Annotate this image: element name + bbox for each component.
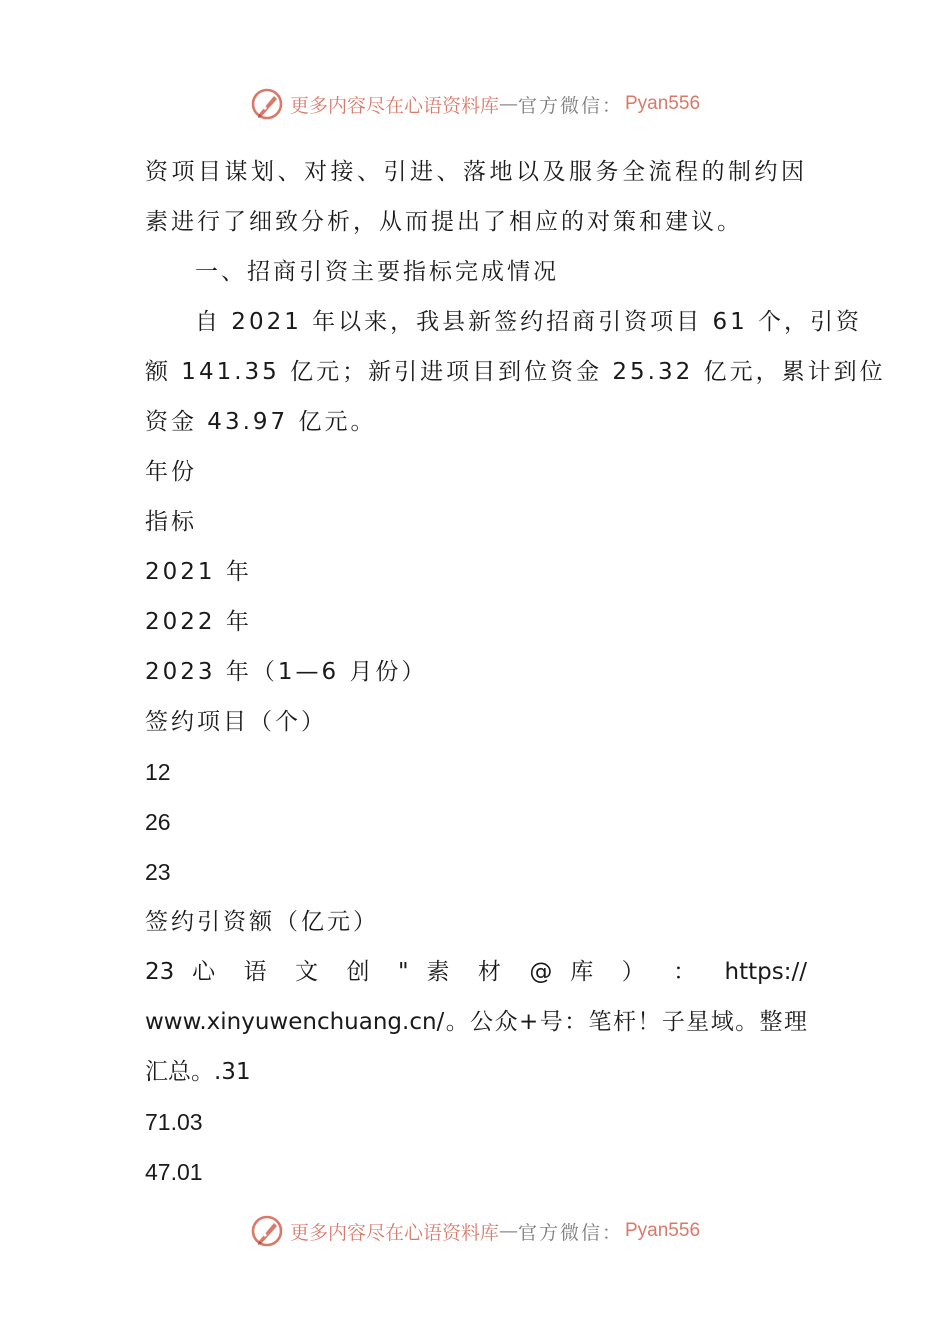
- paragraph-line: 资金 43.97 亿元。: [145, 409, 377, 435]
- paragraph-line: 素进行了细致分析，从而提出了相应的对策和建议。: [145, 209, 743, 235]
- footer-watermark: [0, 1211, 950, 1251]
- watermark-text: 更多内容尽在心语资料库: [289, 94, 499, 117]
- table-row-label: 签约项目（个）: [145, 709, 327, 735]
- pen-logo-icon: [250, 1214, 284, 1248]
- table-cell-watermarked: 23 心 语 文 创 " 素 材 @ 库 ） ： https://: [145, 959, 807, 985]
- watermark-wechat-id: Pyan556: [625, 93, 701, 114]
- table-header-indicator: 指标: [145, 509, 197, 535]
- document-body: [145, 147, 886, 1197]
- table-cell: 26: [145, 809, 171, 835]
- table-cell-watermarked: 汇总。.31: [145, 1059, 251, 1085]
- table-row-label: 签约引资额（亿元）: [145, 909, 379, 935]
- pen-logo-icon: [250, 87, 284, 121]
- table-cell: 12: [145, 759, 171, 785]
- paragraph-line: 自 2021 年以来，我县新签约招商引资项目 61 个，引资: [195, 309, 863, 335]
- watermark-dash: —: [498, 1220, 518, 1242]
- watermark-wechat-label: 官方微信：: [517, 1221, 623, 1244]
- paragraph-line: 资项目谋划、对接、引进、落地以及服务全流程的制约因: [145, 159, 807, 185]
- watermark-wechat-id: Pyan556: [625, 1220, 701, 1241]
- table-header-year: 年份: [145, 459, 197, 485]
- header-watermark: [0, 84, 950, 124]
- watermark-dash: —: [498, 93, 518, 115]
- section-heading: 一、招商引资主要指标完成情况: [195, 259, 559, 285]
- watermark-text: 更多内容尽在心语资料库: [289, 1221, 499, 1244]
- table-cell-watermarked: www.xinyuwenchuang.cn/。公众+号：笔杆！子星域。整理: [145, 1009, 807, 1035]
- table-col-2021: 2021 年: [145, 559, 252, 585]
- table-cell: 47.01: [145, 1159, 203, 1185]
- paragraph-line: 额 141.35 亿元；新引进项目到位资金 25.32 亿元，累计到位: [145, 359, 886, 385]
- watermark-wechat-label: 官方微信：: [517, 94, 623, 117]
- table-col-2022: 2022 年: [145, 609, 252, 635]
- table-cell: 23: [145, 859, 171, 885]
- table-col-2023: 2023 年（1—6 月份）: [145, 659, 428, 685]
- table-cell: 71.03: [145, 1109, 203, 1135]
